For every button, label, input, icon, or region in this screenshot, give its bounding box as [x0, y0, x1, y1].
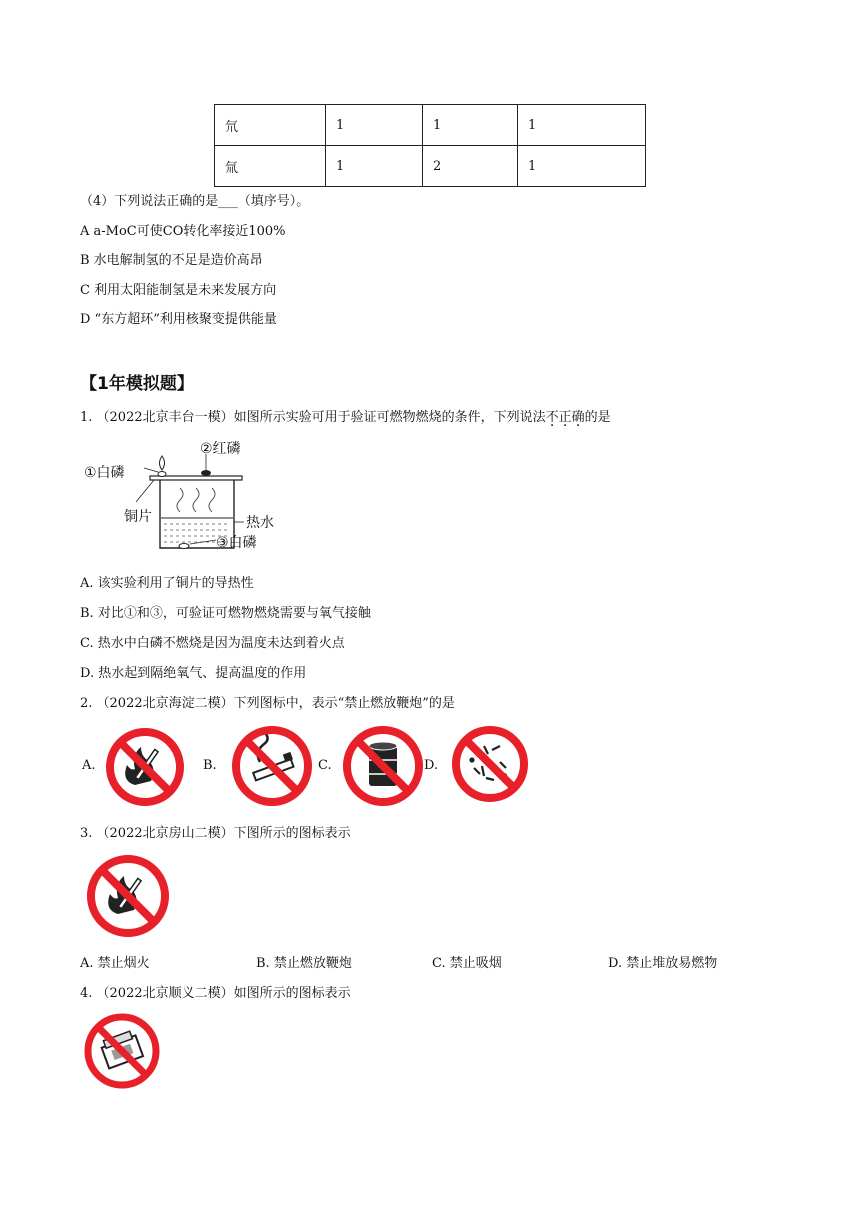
- no-smoking-sign-icon: [229, 723, 315, 809]
- table-row: [215, 105, 646, 146]
- table-row: [215, 146, 646, 187]
- question-1-stem: [80, 406, 611, 425]
- emphasis-char: 不: [545, 410, 559, 425]
- table-cell: 氚: [215, 146, 326, 187]
- table-cell: 1: [326, 105, 423, 146]
- no-flammable-drum-sign-icon: [340, 723, 426, 809]
- q2-option-d-label: D.: [424, 758, 439, 773]
- label-red-phosphorus: ②红磷: [200, 441, 241, 457]
- q1-stem-text: 1. （2022北京丰台一模）如图所示实验可用于验证可燃物燃烧的条件，下列说法: [80, 410, 546, 425]
- no-firecrackers-sign-icon: [449, 723, 531, 805]
- q2-option-a-label: A.: [82, 758, 96, 773]
- q1-option-a: A. 该实验利用了铜片的导热性: [80, 576, 254, 591]
- q1-stem-tail: 的是: [584, 410, 611, 425]
- emphasis-char: 正: [558, 410, 572, 425]
- combustion-experiment-figure: [84, 436, 274, 556]
- q2-option-c-label: C.: [318, 758, 332, 773]
- question-3-stem: 3. （2022北京房山二模）下图所示的图标表示: [80, 826, 351, 841]
- q3-option-d: D. 禁止堆放易燃物: [608, 956, 718, 971]
- q4-option-c: C 利用太阳能制氢是未来发展方向: [80, 283, 277, 298]
- question-2-stem: 2. （2022北京海淀二模）下列图标中，表示“禁止燃放鞭炮”的是: [80, 696, 455, 711]
- question-4-stem: 4. （2022北京顺义二模）如图所示的图标表示: [80, 986, 351, 1001]
- label-white-phosphorus-1: ①白磷: [84, 465, 125, 481]
- table-cell: 2: [423, 146, 518, 187]
- isotope-table: [214, 104, 646, 187]
- question-4-stem: （4）下列说法正确的是___（填序号）。: [80, 194, 310, 209]
- label-white-phosphorus-3: ③白磷: [216, 535, 257, 551]
- q3-option-c: C. 禁止吸烟: [432, 956, 502, 971]
- label-hot-water: 热水: [246, 515, 274, 531]
- table-cell: 1: [326, 146, 423, 187]
- q4-option-a: A a-MoC可使CO转化率接近100%: [80, 224, 286, 239]
- table-cell: 1: [423, 105, 518, 146]
- q4-option-d: D “东方超环”利用核聚变提供能量: [80, 312, 277, 327]
- no-matches-sign-icon: [82, 1011, 162, 1091]
- section-title: 【1年模拟题】: [80, 374, 194, 394]
- q4-option-b: B 水电解制氢的不足是造价高昂: [80, 253, 263, 268]
- table-cell: 氘: [215, 105, 326, 146]
- table-cell: 1: [518, 105, 646, 146]
- q1-option-b: B. 对比①和③，可验证可燃物燃烧需要与氧气接触: [80, 606, 371, 621]
- table-cell: 1: [518, 146, 646, 187]
- q3-option-b: B. 禁止燃放鞭炮: [256, 956, 352, 971]
- q2-option-b-label: B.: [203, 758, 217, 773]
- q1-option-c: C. 热水中白磷不燃烧是因为温度未达到着火点: [80, 636, 345, 651]
- q3-option-a: A. 禁止烟火: [80, 956, 150, 971]
- q1-option-d: D. 热水起到隔绝氧气、提高温度的作用: [80, 666, 307, 681]
- no-fire-sign-icon: [84, 852, 172, 940]
- no-fire-sign-icon: [103, 725, 187, 809]
- label-copper-plate: 铜片: [124, 509, 152, 525]
- emphasis-char: 确: [571, 410, 585, 425]
